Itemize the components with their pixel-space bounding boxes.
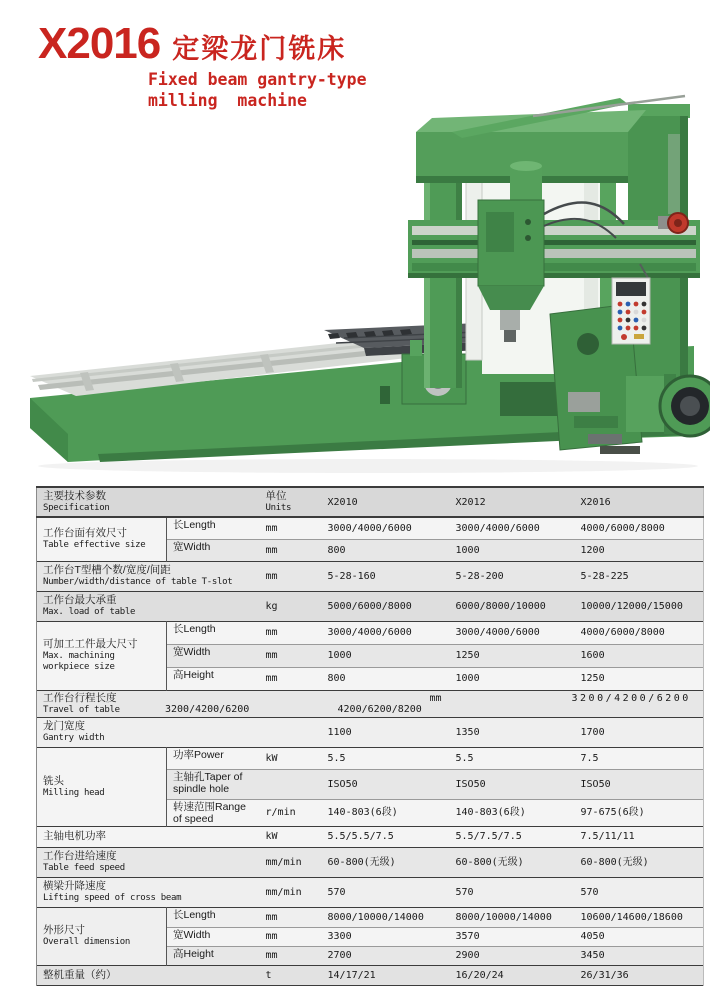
group-label: 主轴电机功率 [37,826,260,847]
header-model-x2010: X2010 [327,496,358,508]
spec-row: 龙门宽度 Gantry width 1100 1350 1700 [37,717,704,747]
spec-row: 横梁升降速度 Lifting speed of cross beam mm/min 570 570 570 [37,877,704,907]
table-header-row [37,487,704,517]
spec-row: 宽Width mm 800 1000 1200 [37,539,704,561]
spec-row: 工作台面有效尺寸 Table effective size 长Length mm 3000/4000/6000 3000/4000/6000 4000/6000/8000 [37,517,704,539]
group-label: 外形尺寸 Overall dimension [37,907,167,965]
title-english-line1: Fixed beam gantry-type [148,70,367,89]
group-label: 工作台T型槽个数/宽度/间距 Number/width/distance of table T-slot [37,561,260,591]
spec-row-travel [37,690,704,717]
travel-unit: mm [429,692,442,704]
spec-row: 主轴孔Taper of spindle hole ISO50 ISO50 ISO50 [37,769,704,799]
group-label: 铣头 Milling head [37,747,167,826]
cross-rail [408,220,700,278]
group-label: 横梁升降速度 Lifting speed of cross beam [37,877,260,907]
group-label: 工作台行程长度 Travel of table 3200/4200/6200 [37,690,260,717]
travel-values [260,690,704,717]
travel-value-mid: 4200/6200/8200 [337,703,422,715]
travel-value-right: 3200/4200/6200 [571,692,691,704]
group-label: 工作台进给速度 Table feed speed [37,847,260,877]
spec-row: 外形尺寸 Overall dimension 长Length mm 8000/10000/14000 8000/10000/14000 10600/14600/18600 [37,907,704,927]
spec-row: 工作台进给速度 Table feed speed mm/min 60-800(无级) 60-800(无级) 60-800(无级) [37,847,704,877]
title-english-line2: milling machine [148,90,307,110]
group-label: 工作台面有效尺寸 Table effective size [37,517,167,561]
model-number: X2016 [38,19,161,68]
spec-row: 工作台T型槽个数/宽度/间距 Number/width/distance of table T-slot mm 5-28-160 5-28-200 5-28-225 [37,561,704,591]
spec-row: 铣头 Milling head 功率Power kW 5.5 5.5 7.5 [37,747,704,769]
group-label: 工作台最大承重 Max. load of table [37,591,260,621]
group-label: 可加工工件最大尺寸 Max. machining workpiece size [37,621,167,690]
title-chinese: 定梁龙门铣床 [172,34,347,64]
spec-row: 主轴电机功率 kW 5.5/5.5/7.5 5.5/7.5/7.5 7.5/11/11 [37,826,704,847]
spec-row: 高Height mm 2700 2900 3450 [37,946,704,965]
spec-row: 可加工工件最大尺寸 Max. machining workpiece size 长Length mm 3000/4000/6000 3000/4000/6000 4000/6000/8000 [37,621,704,644]
spec-row: 整机重量（约） t 14/17/21 16/20/24 26/31/36 [37,965,704,985]
header-units: 单位 Units [265,490,292,513]
travel-value-left: 3200/4200/6200 [165,703,250,715]
spec-row: 宽Width mm 1000 1250 1600 [37,644,704,667]
spec-row: 宽Width mm 3300 3570 4050 [37,927,704,946]
header-model-x2016: X2016 [575,487,704,517]
group-label: 整机重量（约） [37,965,260,985]
machine-photo [28,94,710,476]
header-model-x2012: X2012 [455,496,486,508]
spec-row: 工作台最大承重 Max. load of table kg 5000/6000/8000 6000/8000/10000 10000/12000/15000 [37,591,704,621]
gantry-milling-machine-illustration [28,94,710,476]
header-spec: 主要技术参数 Specification [37,487,260,517]
group-label: 龙门宽度 Gantry width [37,717,260,747]
spec-row: 高Height mm 800 1000 1250 [37,667,704,690]
spec-row: 转速范围Range of speed r/min 140-803(6段) 140-803(6段) 97-675(6段) [37,799,704,826]
specification-table [36,486,704,986]
